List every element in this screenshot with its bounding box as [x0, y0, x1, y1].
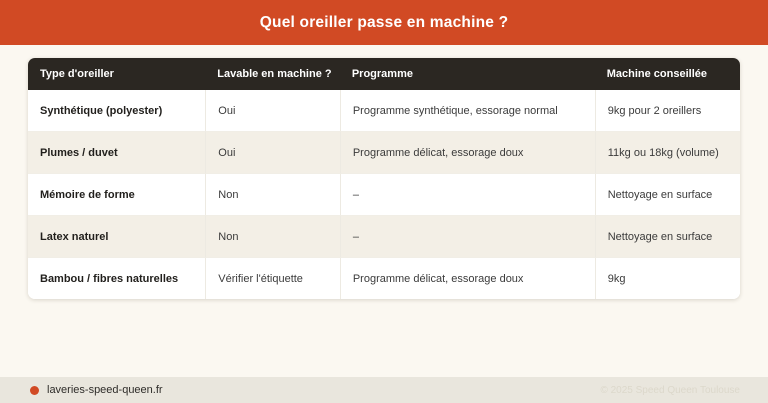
column-header-programme: Programme — [340, 58, 595, 90]
table-cell: 9kg — [595, 257, 740, 299]
table-row — [28, 131, 740, 173]
table-cell: Programme délicat, essorage doux — [340, 131, 595, 173]
brand-dot-icon — [30, 386, 39, 395]
row-label-cell: Mémoire de forme — [28, 173, 205, 215]
table-row — [28, 215, 740, 257]
pillow-table — [28, 58, 740, 299]
table-row — [28, 90, 740, 131]
row-label-cell: Plumes / duvet — [28, 131, 205, 173]
table-cell: – — [340, 215, 595, 257]
column-header-type: Type d'oreiller — [28, 58, 205, 90]
table-cell: Nettoyage en surface — [595, 173, 740, 215]
table-cell: Nettoyage en surface — [595, 215, 740, 257]
page-title: Quel oreiller passe en machine ? — [259, 13, 509, 31]
table-card — [28, 58, 740, 299]
table-cell: Non — [205, 173, 340, 215]
table-cell: Oui — [205, 131, 340, 173]
table-body — [28, 90, 740, 299]
column-header-machine: Machine conseillée — [595, 58, 740, 90]
title-bar — [0, 0, 768, 45]
table-row — [28, 173, 740, 215]
footer-bar — [0, 377, 768, 403]
table-cell: 9kg pour 2 oreillers — [595, 90, 740, 131]
column-header-lavable: Lavable en machine ? — [205, 58, 340, 90]
table-cell: – — [340, 173, 595, 215]
row-label-cell: Bambou / fibres naturelles — [28, 257, 205, 299]
table-header-row — [28, 58, 740, 90]
table-cell: Vérifier l'étiquette — [205, 257, 340, 299]
table-cell: Oui — [205, 90, 340, 131]
table-row — [28, 257, 740, 299]
table-cell: Programme délicat, essorage doux — [340, 257, 595, 299]
row-label-cell: Synthétique (polyester) — [28, 90, 205, 131]
table-cell: Programme synthétique, essorage normal — [340, 90, 595, 131]
row-label-cell: Latex naturel — [28, 215, 205, 257]
table-cell: Non — [205, 215, 340, 257]
table-cell: 11kg ou 18kg (volume) — [595, 131, 740, 173]
footer-watermark: © 2025 Speed Queen Toulouse — [600, 384, 740, 396]
footer-site-text: laveries-speed-queen.fr — [47, 384, 163, 396]
